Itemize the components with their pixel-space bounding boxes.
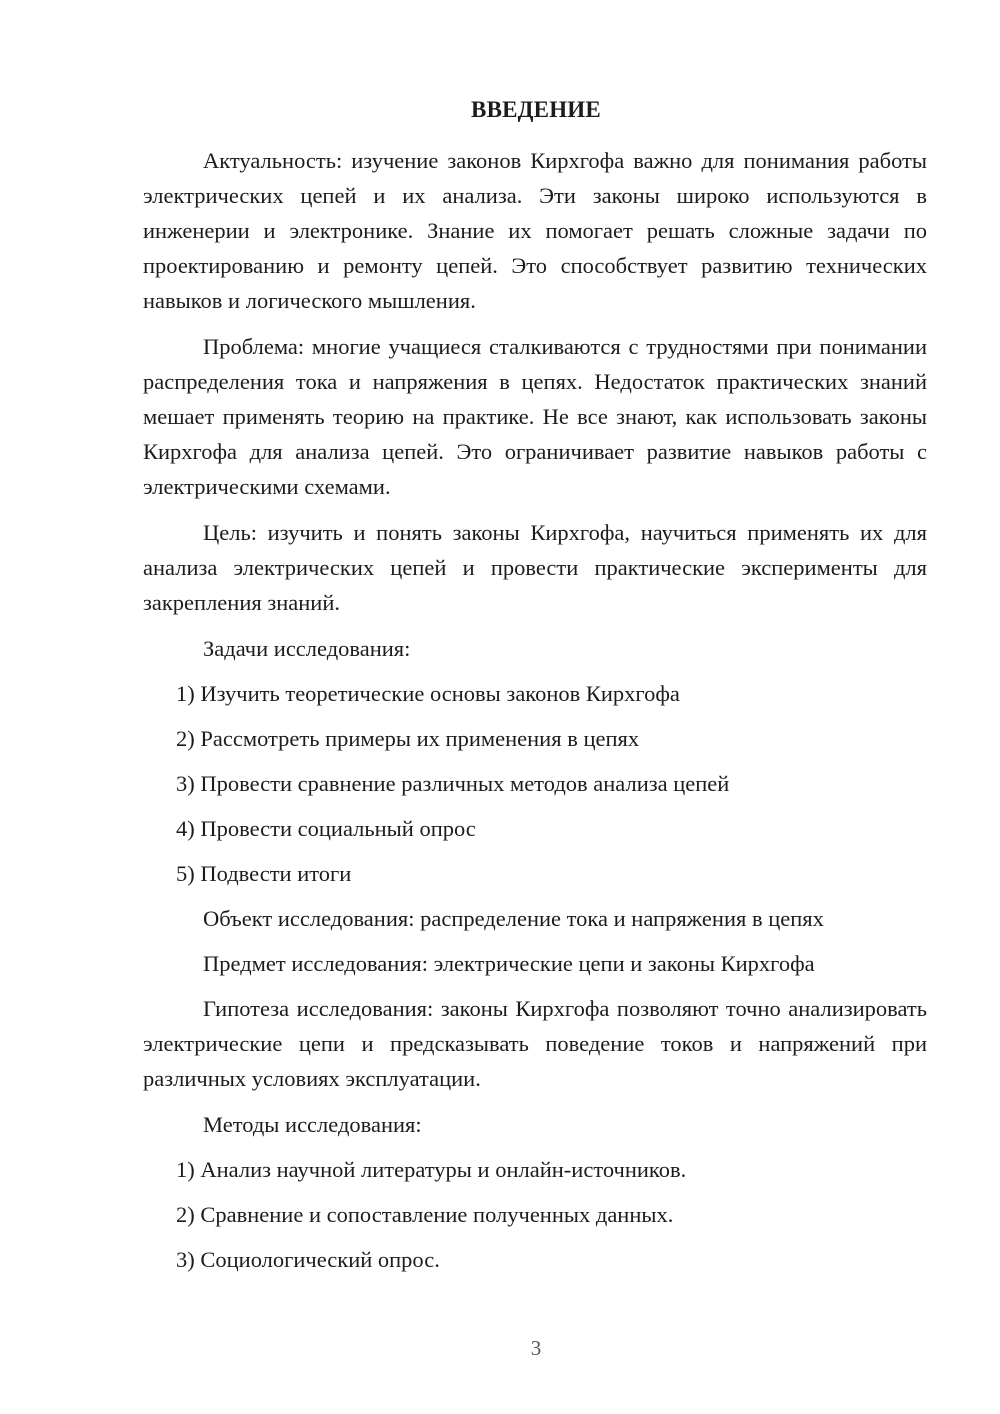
methods-list bbox=[143, 1152, 927, 1277]
subject-paragraph: Предмет исследования: электрические цепи и законы Кирхгофа bbox=[203, 951, 815, 976]
list-item: 5) Подвести итоги bbox=[176, 861, 352, 886]
tasks-heading: Задачи исследования: bbox=[203, 636, 411, 661]
hypothesis-paragraph: Гипотеза исследования: законы Кирхгофа позволяют точно анализировать электрические цепи и предсказывать поведение токов и напряжений при различных условиях эксплуатации. bbox=[143, 996, 927, 1091]
relevance-paragraph: Актуальность: изучение законов Кирхгофа важно для понимания работы электрических цепей и их анализа. Эти законы широко используются в инженерии и электронике. Знание их помогает решать сложные задачи по проектированию и ремонту цепей. Это способствует развитию технических навыков и логического мышления. bbox=[143, 148, 927, 313]
list-item: 3) Социологический опрос. bbox=[176, 1247, 440, 1272]
list-item: 1) Изучить теоретические основы законов Кирхгофа bbox=[176, 681, 680, 706]
list-item: 1) Анализ научной литературы и онлайн-источников. bbox=[176, 1157, 687, 1182]
methods-heading: Методы исследования: bbox=[203, 1112, 422, 1137]
page-number: 3 bbox=[530, 1336, 542, 1360]
list-item: 2) Сравнение и сопоставление полученных данных. bbox=[176, 1202, 674, 1227]
tasks-list bbox=[143, 676, 927, 891]
object-paragraph: Объект исследования: распределение тока и напряжения в цепях bbox=[203, 906, 824, 931]
page-title: ВВЕДЕНИЕ bbox=[471, 97, 601, 122]
list-item: 3) Провести сравнение различных методов анализа цепей bbox=[176, 771, 730, 796]
problem-paragraph: Проблема: многие учащиеся сталкиваются с трудностями при понимании распределения тока и напряжения в цепях. Недостаток практических знаний мешает применять теорию на практике. Не все знают, как использовать законы Кирхгофа для анализа цепей. Это ограничивает развитие навыков работы с электрическими схемами. bbox=[143, 334, 927, 499]
goal-paragraph: Цель: изучить и понять законы Кирхгофа, научиться применять их для анализа электрических цепей и провести практические эксперименты для закрепления знаний. bbox=[143, 520, 927, 615]
document-body bbox=[143, 143, 927, 1287]
list-item: 4) Провести социальный опрос bbox=[176, 816, 476, 841]
list-item: 2) Рассмотреть примеры их применения в цепях bbox=[176, 726, 640, 751]
